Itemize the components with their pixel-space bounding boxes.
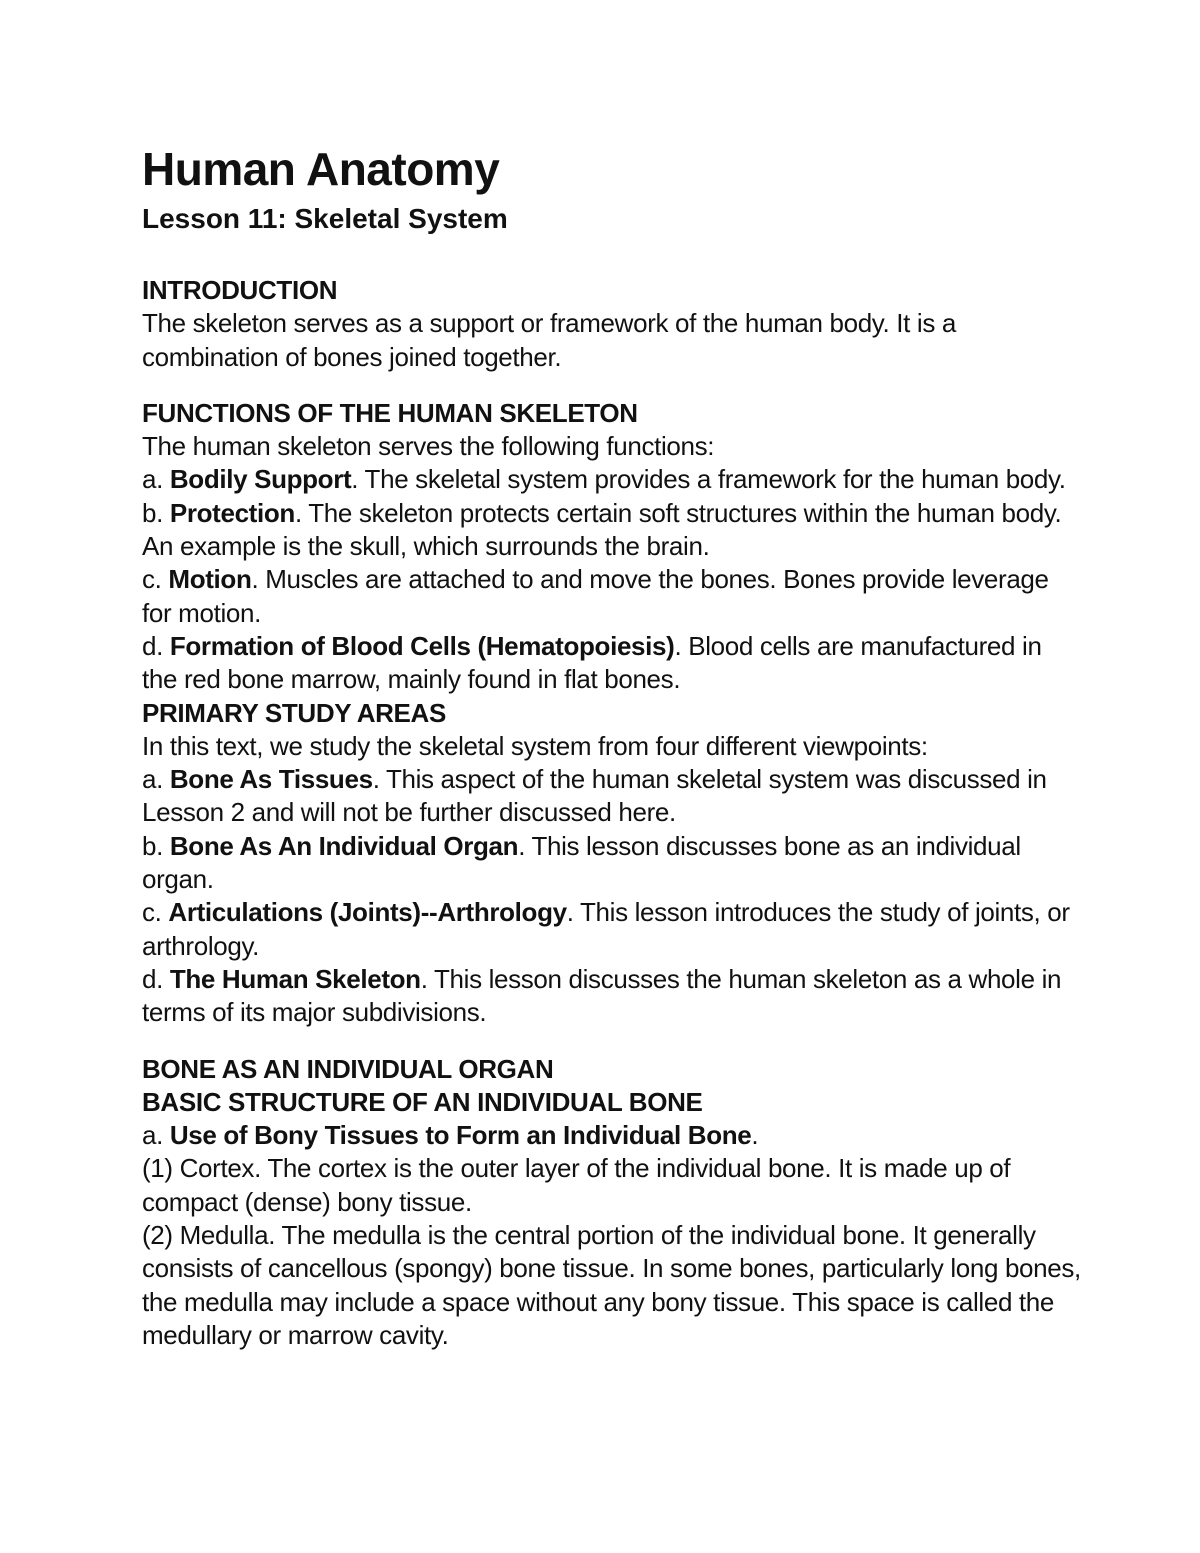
item-text: . The skeleton protects certain soft structures within the human body. An example is the skull, which surrounds the brain. <box>142 497 1062 562</box>
document-page <box>142 140 1082 1352</box>
structure-item-a <box>142 1119 1082 1152</box>
item-term: Formation of Blood Cells (Hematopoiesis) <box>169 630 675 661</box>
item-term: Protection <box>169 497 295 528</box>
function-item-hematopoiesis <box>142 630 1082 697</box>
function-item-motion <box>142 563 1082 630</box>
item-prefix: a. <box>142 764 170 795</box>
item-text: . This lesson discusses bone as an individual organ. <box>142 830 1021 895</box>
item-text: . Blood cells are manufactured in the red bone marrow, mainly found in flat bones. <box>142 630 1042 695</box>
study-areas-heading: PRIMARY STUDY AREAS <box>142 697 446 728</box>
item-text: . This aspect of the human skeletal system was discussed in Lesson 2 and will not be further discussed here. <box>142 764 1047 828</box>
study-item-bone-as-organ <box>142 830 1082 897</box>
item-text: . Muscles are attached to and move the bones. Bones provide leverage for motion. <box>142 564 1049 628</box>
item-term: Bone As An Individual Organ <box>169 830 519 861</box>
item-prefix: d. <box>142 963 170 994</box>
item-prefix: c. <box>142 897 169 928</box>
item-prefix: b. <box>142 830 170 861</box>
study-item-articulations <box>142 896 1082 963</box>
item-text: . This lesson discusses the human skeleton as a whole in terms of its major subdivisions. <box>142 963 1062 1028</box>
study-item-bone-as-tissues <box>142 763 1082 830</box>
item-text: . The skeletal system provides a framework for the human body. <box>351 464 1066 495</box>
item-prefix: a. <box>142 1120 170 1151</box>
study-areas-lead: In this text, we study the skeletal system from four different viewpoints: <box>142 730 928 761</box>
item-prefix: d. <box>142 630 170 661</box>
item-term: Bone As Tissues <box>169 764 373 795</box>
item-term: Articulations (Joints)--Arthrology <box>168 897 567 928</box>
document-title: Human Anatomy <box>142 143 500 195</box>
item-prefix: c. <box>142 564 169 595</box>
lesson-subtitle: Lesson 11: Skeletal System <box>142 203 508 234</box>
item-term: Bodily Support <box>169 464 352 495</box>
functions-heading: FUNCTIONS OF THE HUMAN SKELETON <box>142 397 638 428</box>
medulla-paragraph: (2) Medulla. The medulla is the central portion of the individual bone. It generally consists of cancellous (spongy) bone tissue. In some bones, particularly long bones, the medulla may include a space without any bony tissue. This space is called the medullary or marrow cavity. <box>142 1220 1081 1350</box>
cortex-paragraph: (1) Cortex. The cortex is the outer layer of the individual bone. It is made up of compact (dense) bony tissue. <box>142 1153 1011 1217</box>
bone-organ-heading: BONE AS AN INDIVIDUAL ORGAN <box>142 1053 554 1084</box>
item-prefix: a. <box>142 464 170 495</box>
introduction-heading: INTRODUCTION <box>142 275 338 305</box>
basic-structure-heading: BASIC STRUCTURE OF AN INDIVIDUAL BONE <box>142 1086 703 1117</box>
item-text: . This lesson introduces the study of joints, or arthrology. <box>142 897 1070 961</box>
introduction-text: The skeleton serves as a support or framework of the human body. It is a combination of bones joined together. <box>142 308 956 372</box>
item-term: The Human Skeleton <box>169 963 421 994</box>
item-text: . <box>751 1120 759 1151</box>
item-prefix: b. <box>142 497 170 528</box>
item-term: Use of Bony Tissues to Form an Individual Bone <box>169 1120 752 1151</box>
study-item-human-skeleton <box>142 963 1082 1030</box>
function-item-protection <box>142 497 1082 564</box>
function-item-bodily-support <box>142 463 1082 496</box>
item-term: Motion <box>168 564 252 595</box>
functions-lead: The human skeleton serves the following functions: <box>142 431 715 462</box>
